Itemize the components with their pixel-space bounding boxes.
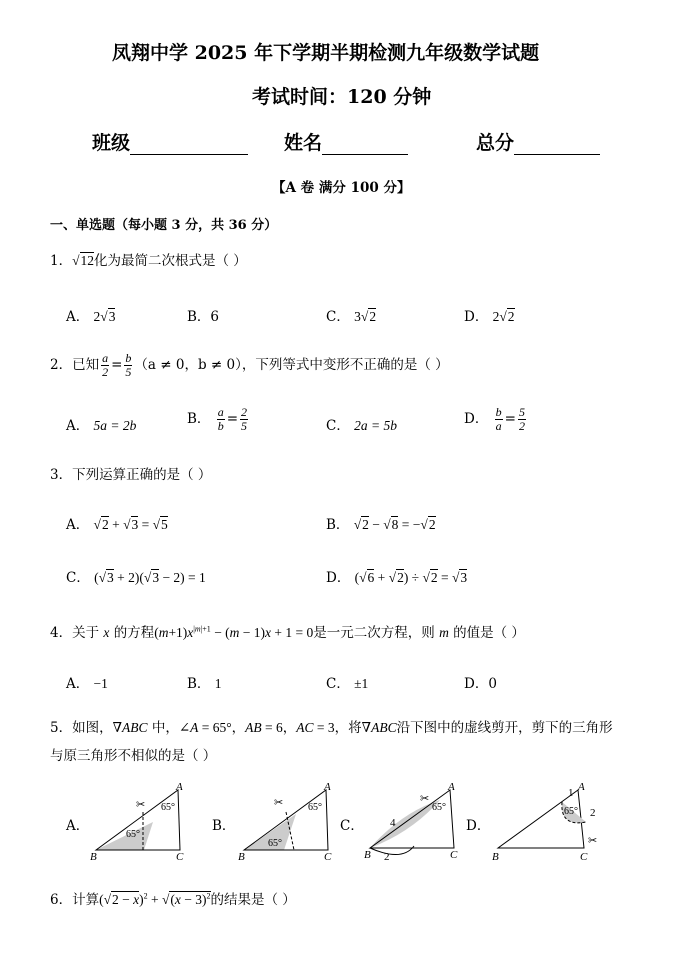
svg-text:C: C [580, 851, 588, 862]
question-2: 2．已知 $\frac{a}{2}$ = $\frac{b}{5}$ （a ≠ 0，b ≠ 0），下列等式中变形不正确的是（ ） [50, 351, 449, 379]
q1-option-b: B．6 [187, 309, 220, 325]
q3-option-c: C． (√3 + 2)(√3 − 2) = 1 [66, 570, 206, 586]
q3-option-d: D． (√6 + √2) ÷ √2 = √3 [326, 570, 468, 586]
q5-option-c: C． [340, 818, 364, 834]
svg-text:B: B [492, 851, 499, 862]
q3-option-b: B． √2 − √8 = −√2 [326, 517, 436, 533]
q5-option-a: A． [66, 818, 90, 834]
q2-option-d: D． $\frac{b}{a}$ = $\frac{5}{2}$ [464, 405, 525, 433]
q3-option-a: A． √2 + √3 = √5 [66, 517, 168, 533]
q4-option-d: D．0 [464, 676, 497, 692]
q5-figure-a [88, 782, 198, 862]
q2-option-a: A． 5a = 2b [66, 418, 137, 434]
svg-text:✂: ✂ [588, 835, 598, 847]
svg-text:B: B [364, 849, 371, 861]
question-4: 4．关于 x 的方程$(m+1)x^{|m|+1} - (m - 1)x + 1 = 0$是一元二次方程，则 m 的值是（ ） [50, 624, 525, 641]
q5-figure-b [236, 782, 346, 862]
q2-option-b: B． $\frac{a}{b}$ = $\frac{2}{5}$ [187, 405, 248, 433]
question-1: 1．√12化为最简二次根式是（ ） [50, 253, 247, 269]
q1-option-a: A． 2√3 [66, 309, 116, 325]
svg-text:2: 2 [590, 807, 596, 819]
score-field: 总分 [476, 128, 600, 155]
svg-text:65°: 65° [432, 802, 446, 813]
q2-option-c: C． 2a = 5b [326, 418, 398, 434]
svg-text:✂: ✂ [274, 797, 284, 809]
svg-text:A: A [578, 782, 585, 793]
svg-text:1: 1 [568, 787, 574, 799]
svg-text:✂: ✂ [420, 793, 430, 805]
q5-option-d: D． [466, 818, 491, 834]
svg-text:65°: 65° [126, 829, 140, 840]
svg-text:A: A [176, 782, 183, 793]
q4-option-b: B． 1 [187, 676, 222, 692]
svg-text:C: C [176, 851, 184, 862]
svg-text:C: C [450, 849, 458, 861]
exam-time: 考试时间：120 分钟 [252, 86, 432, 108]
svg-text:A: A [324, 782, 331, 793]
svg-text:4: 4 [390, 817, 396, 829]
question-6: 6．计算$(√2 - x)^2 + √(x - 3)^2$的结果是（ ） [50, 891, 296, 908]
question-5-line2: 与原三角形不相似的是（ ） [50, 748, 217, 764]
q1-option-c: C． 3√2 [326, 309, 377, 325]
q1-option-d: D． 2√2 [464, 309, 515, 325]
paper-label: 【A 卷 满分 100 分】 [272, 180, 411, 196]
class-field: 班级 [92, 128, 248, 155]
svg-text:65°: 65° [161, 802, 175, 813]
svg-text:65°: 65° [308, 802, 322, 813]
svg-text:2: 2 [384, 851, 390, 862]
svg-text:C: C [324, 851, 332, 862]
q4-option-a: A． −1 [66, 676, 108, 692]
question-3: 3．下列运算正确的是（ ） [50, 467, 212, 483]
section-heading: 一、单选题（每小题 3 分，共 36 分） [50, 218, 278, 233]
svg-text:✂: ✂ [136, 799, 146, 811]
q4-option-c: C． ±1 [326, 676, 369, 692]
q5-option-b: B． [212, 818, 236, 834]
svg-text:A: A [448, 782, 455, 793]
svg-text:65°: 65° [268, 838, 282, 849]
question-5-line1: 5．如图，∇ABC 中，∠A = 65°，AB = 6，AC = 3，将∇ABC沿下图中的虚线剪开，剪下的三角形 [50, 720, 613, 736]
svg-text:B: B [238, 851, 245, 862]
name-field: 姓名 [284, 128, 408, 155]
q5-figure-c [362, 782, 472, 862]
q5-figure-d [490, 782, 610, 862]
svg-text:B: B [90, 851, 97, 862]
svg-text:65°: 65° [564, 806, 578, 817]
exam-title: 凤翔中学 2025 年下学期半期检测九年级数学试题 [112, 42, 540, 64]
